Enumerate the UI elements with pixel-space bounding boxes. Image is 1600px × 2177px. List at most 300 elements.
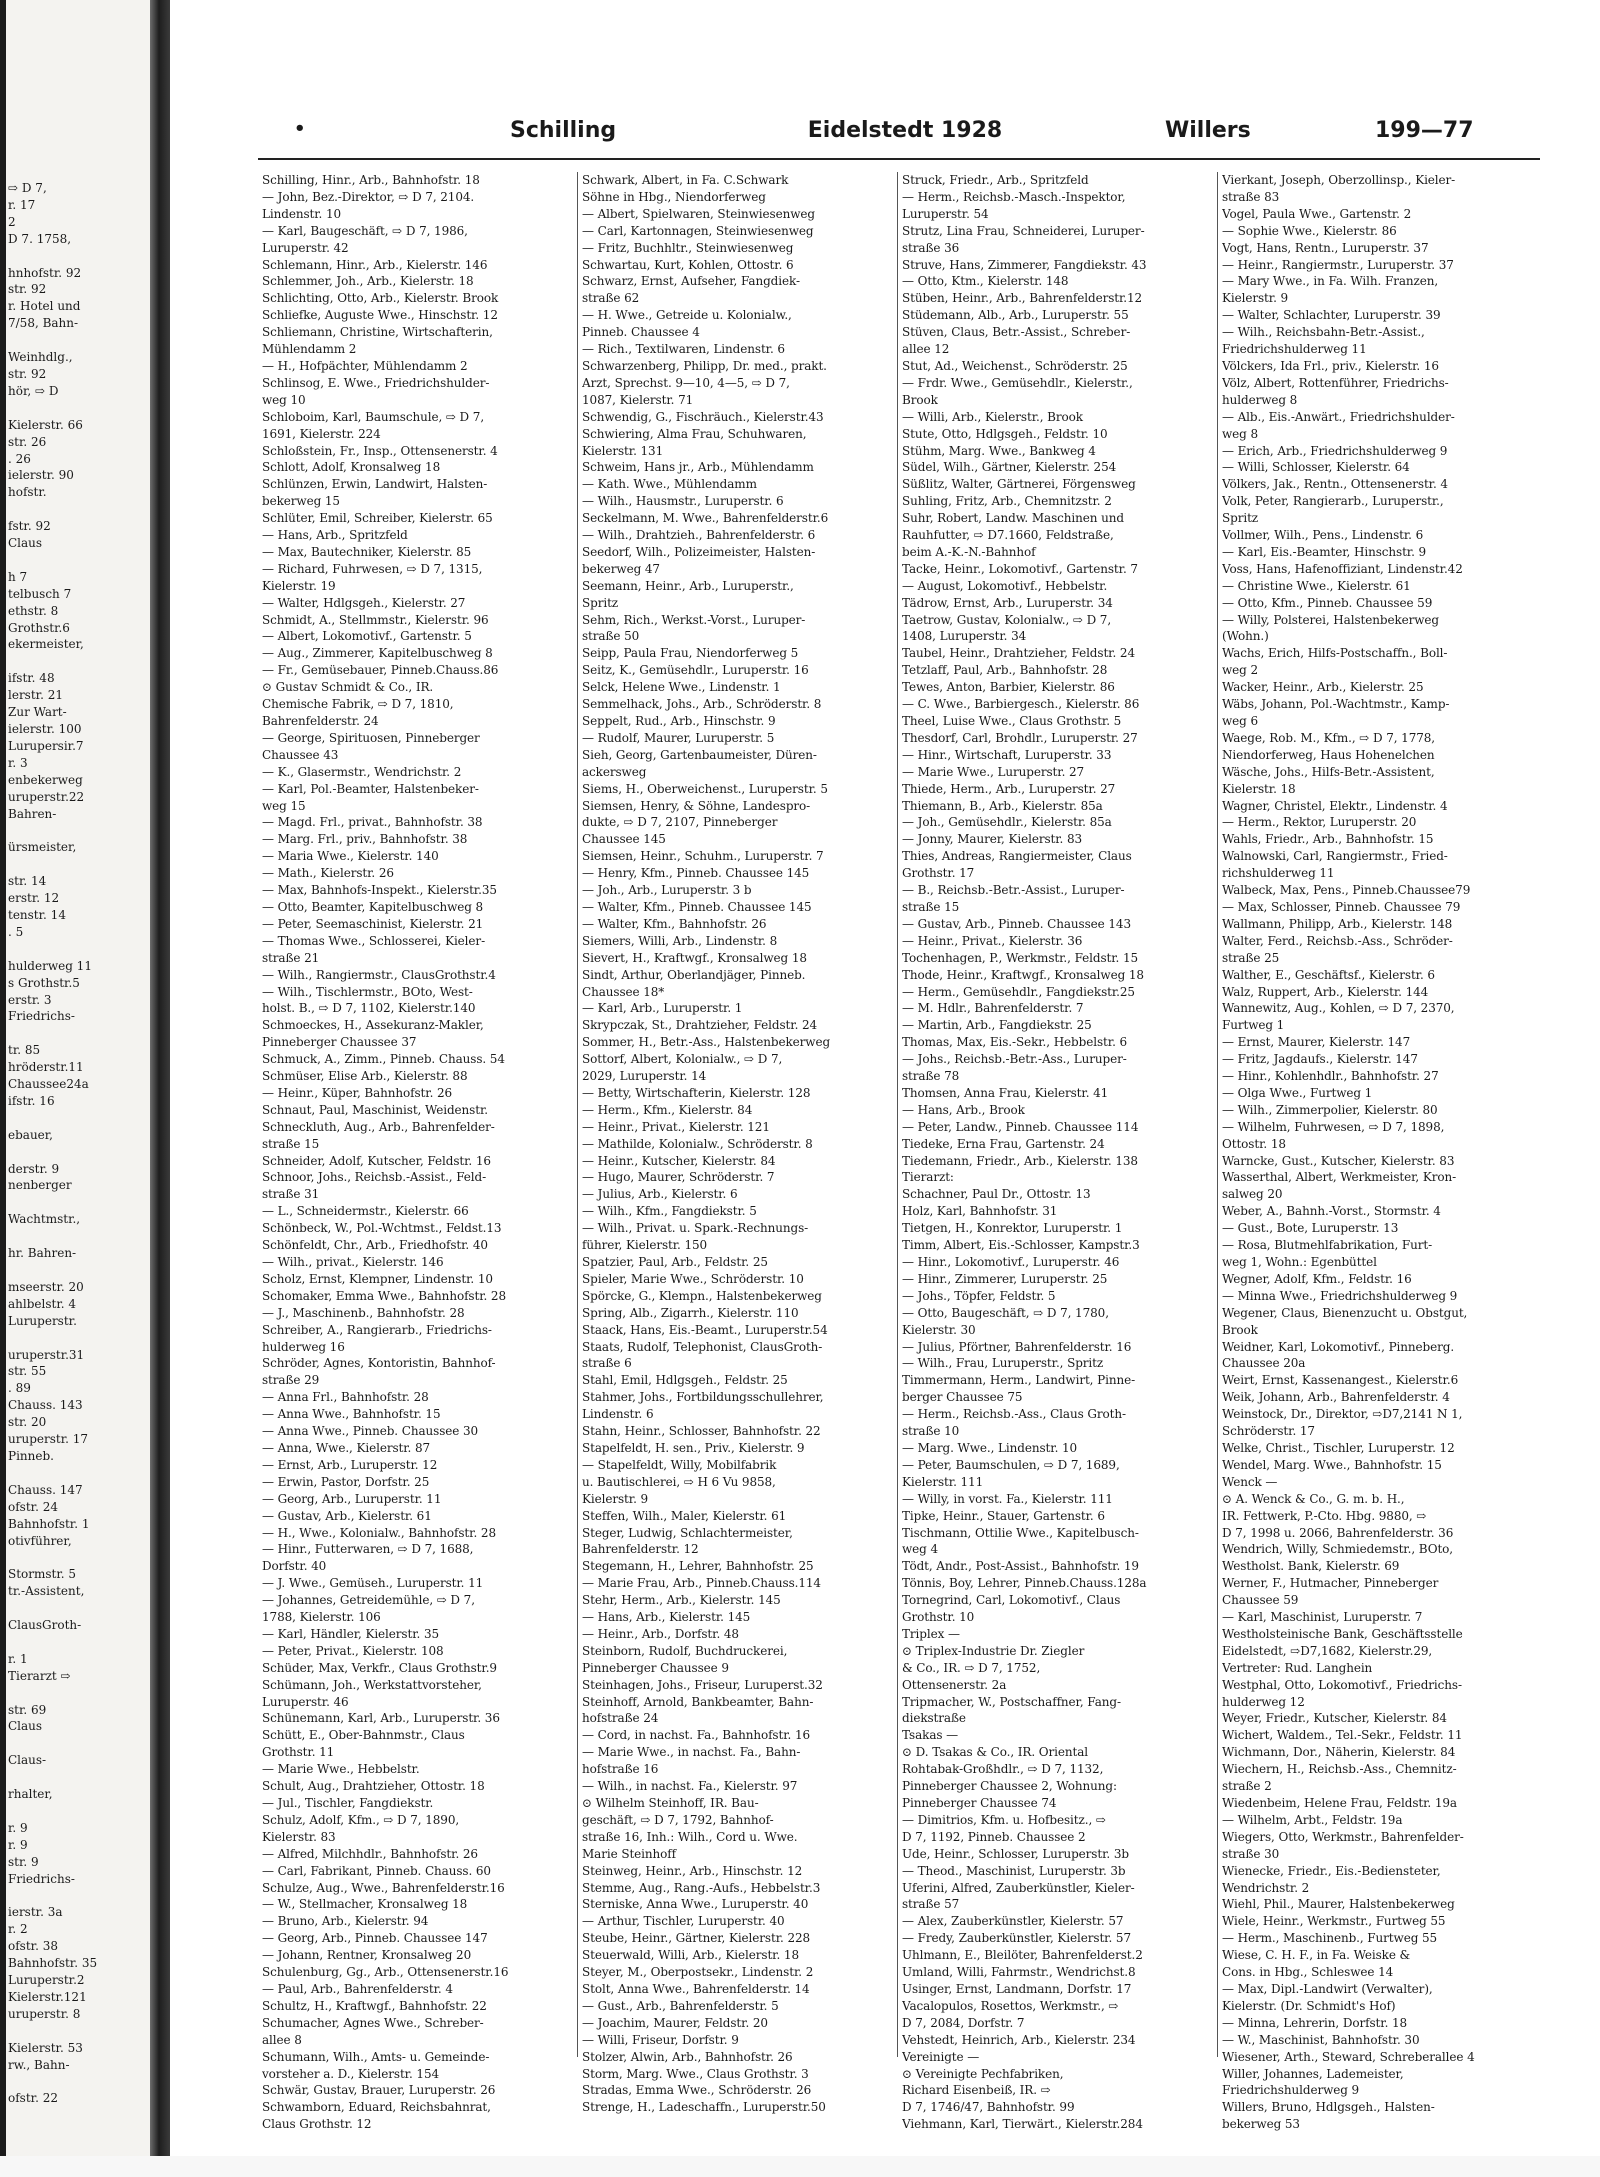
- directory-entry: Chemische Fabrik, ⇨ D 7, 1810,: [262, 697, 454, 712]
- directory-entry: Rohtabak-Großhdlr., ⇨ D 7, 1132,: [902, 1762, 1104, 1777]
- directory-entry: — Rich., Textilwaren, Lindenstr. 6: [582, 342, 785, 357]
- directory-entry: — Martin, Arb., Fangdiekstr. 25: [902, 1018, 1092, 1033]
- directory-entry: Wiese, C. H. F., in Fa. Weiske &: [1222, 1948, 1411, 1963]
- directory-entry: Vierkant, Joseph, Oberzollinsp., Kieler-: [1222, 173, 1456, 187]
- margin-fragment: [8, 1549, 148, 1566]
- directory-entry: — Cord, in nachst. Fa., Bahnhofstr. 16: [582, 1728, 811, 1743]
- directory-entry: Wegener, Claus, Bienenzucht u. Obstgut,: [1222, 1305, 1468, 1320]
- directory-entry: Schlott, Adolf, Kronsalweg 18: [262, 460, 441, 475]
- directory-entry: Seemann, Heinr., Arb., Luruperstr.,: [582, 578, 794, 593]
- directory-entry: — John, Bez.-Direktor, ⇨ D 7, 2104.: [262, 189, 475, 204]
- margin-fragment: enbekerweg: [8, 772, 83, 787]
- directory-entry: Taubel, Heinr., Drahtzieher, Feldstr. 24: [902, 646, 1135, 661]
- directory-entry: — Wilh., Drahtzieh., Bahrenfelderstr. 6: [582, 528, 816, 543]
- margin-fragment: ielerstr. 90: [8, 468, 74, 483]
- margin-fragment: [8, 1803, 148, 1820]
- directory-entry: Stahn, Heinr., Schlosser, Bahnhofstr. 22: [582, 1424, 821, 1439]
- directory-entry: D 7, 2084, Dorfstr. 7: [902, 2015, 1025, 2030]
- margin-fragment: Tierarzt ⇨: [8, 1668, 71, 1683]
- directory-entry: Ude, Heinr., Schlosser, Luruperstr. 3b: [902, 1846, 1129, 1861]
- directory-entry: Schliemann, Christine, Wirtschafterin,: [262, 325, 493, 340]
- directory-entry: Tacke, Heinr., Lokomotivf., Gartenstr. 7: [902, 561, 1138, 576]
- directory-entry: — Wilh., Tischlermstr., BOto, West-: [262, 984, 473, 999]
- directory-entry: — Otto, Ktm., Kielerstr. 148: [902, 274, 1069, 289]
- directory-entry: Schmoeckes, H., Assekuranz-Makler,: [262, 1018, 484, 1033]
- directory-entry: Schulze, Aug., Wwe., Bahrenfelderstr.16: [262, 1880, 505, 1895]
- directory-entry: Steube, Heinr., Gärtner, Kielerstr. 228: [582, 1931, 811, 1946]
- directory-entry: Claus Grothstr. 12: [262, 2117, 372, 2132]
- margin-fragment: [8, 552, 148, 569]
- directory-entry: Vogel, Paula Wwe., Gartenstr. 2: [1222, 206, 1412, 221]
- header-right-word: Willers: [1165, 118, 1251, 143]
- directory-entry: hulderweg 16: [262, 1339, 345, 1354]
- directory-entry: Timm, Albert, Eis.-Schlosser, Kampstr.3: [902, 1238, 1140, 1253]
- directory-entry: Walther, E., Geschäftsf., Kielerstr. 6: [1222, 967, 1435, 982]
- directory-entry: — Sophie Wwe., Kielerstr. 86: [1222, 223, 1397, 238]
- directory-entry: Kielerstr. 9: [582, 1491, 649, 1506]
- directory-entry: — Magd. Frl., privat., Bahnhofstr. 38: [262, 815, 483, 830]
- directory-entry: Völckers, Ida Frl., priv., Kielerstr. 16: [1222, 358, 1439, 373]
- margin-fragment: Friedrichs-: [8, 1009, 75, 1024]
- directory-entry: Schneckluth, Aug., Arb., Bahrenfelder-: [262, 1119, 495, 1134]
- directory-entry: Dorfstr. 40: [262, 1559, 327, 1574]
- directory-entry: Tetzlaff, Paul, Arb., Bahnhofstr. 28: [902, 663, 1108, 678]
- directory-entry: — Hans, Arb., Spritzfeld: [262, 528, 408, 543]
- directory-entry: — Marg. Wwe., Lindenstr. 10: [902, 1440, 1078, 1455]
- directory-entry: Voss, Hans, Hafenoffiziant, Lindenstr.42: [1222, 561, 1463, 576]
- directory-entry: Schreiber, A., Rangierarb., Friedrichs-: [262, 1322, 492, 1337]
- directory-entry: — Albert, Spielwaren, Steinwiesenweg: [582, 206, 815, 221]
- margin-fragment: str. 92: [8, 366, 47, 381]
- margin-fragment: Kielerstr.121: [8, 1989, 87, 2004]
- directory-entry: weg 15: [262, 798, 306, 813]
- directory-entry: Timmermann, Herm., Landwirt, Pinne-: [902, 1373, 1136, 1388]
- margin-fragment: hr. Bahren-: [8, 1246, 77, 1261]
- directory-entry: — L., Schneidermstr., Kielerstr. 66: [262, 1204, 469, 1219]
- directory-entry: Steuerwald, Willi, Arb., Kielerstr. 18: [582, 1948, 799, 1963]
- directory-entry: Bahrenfelderstr. 24: [262, 714, 379, 728]
- directory-entry: — Joh., Gemüsehdlr., Kielerstr. 85a: [902, 815, 1112, 830]
- directory-entry: — Wilh., in nachst. Fa., Kielerstr. 97: [582, 1779, 798, 1794]
- directory-entry: salweg 20: [1222, 1187, 1283, 1202]
- directory-entry: — M. Hdlr., Bahrenfelderstr. 7: [902, 1001, 1084, 1016]
- directory-entry: Wallmann, Philipp, Arb., Kielerstr. 148: [1222, 916, 1453, 931]
- directory-entry: IR. Fettwerk, P.-Cto. Hbg. 9880, ⇨: [1222, 1508, 1427, 1523]
- directory-entry: Schröderstr. 17: [1222, 1424, 1315, 1439]
- directory-entry: ⊙ Vereinigte Pechfabriken,: [902, 2066, 1064, 2081]
- margin-fragment: ifstr. 16: [8, 1093, 55, 1108]
- directory-entry: — C. Wwe., Barbiergesch., Kielerstr. 86: [902, 697, 1140, 712]
- directory-entry: — Heinr., Kutscher, Kielerstr. 84: [582, 1153, 776, 1168]
- directory-entry: ⊙ A. Wenck & Co., G. m. b. H.,: [1222, 1491, 1405, 1506]
- margin-fragment: tr.-Assistent,: [8, 1584, 85, 1599]
- directory-entry: Sterniske, Anna Wwe., Luruperstr. 40: [582, 1897, 809, 1912]
- margin-fragment: str. 9: [8, 1854, 39, 1869]
- directory-entry: — Johannes, Getreidemühle, ⇨ D 7,: [262, 1593, 475, 1608]
- directory-entry: Lindenstr. 6: [582, 1407, 654, 1422]
- directory-entry: Skrypczak, St., Drahtzieher, Feldstr. 24: [582, 1018, 818, 1033]
- directory-entry: dukte, ⇨ D 7, 2107, Pinneberger: [582, 815, 778, 830]
- directory-entry: Siems, H., Oberweichenst., Luruperstr. 5: [582, 781, 828, 796]
- directory-entry: Wichert, Waldem., Tel.-Sekr., Feldstr. 11: [1222, 1728, 1463, 1743]
- directory-entry: — K., Glasermstr., Wendrichstr. 2: [262, 764, 462, 779]
- directory-entry: Schröder, Agnes, Kontoristin, Bahnhof-: [262, 1356, 496, 1371]
- directory-entry: Wiechern, H., Reichsb.-Ass., Chemnitz-: [1222, 1762, 1457, 1777]
- directory-entry: — Thomas Wwe., Schlosserei, Kieler-: [262, 933, 486, 948]
- directory-entry: Weirt, Ernst, Kassenangest., Kielerstr.6: [1222, 1373, 1459, 1388]
- margin-fragment: [8, 1735, 148, 1752]
- directory-entry: straße 29: [262, 1373, 320, 1388]
- directory-entry: — Karl, Maschinist, Luruperstr. 7: [1222, 1610, 1423, 1625]
- directory-entry: — Walter, Schlachter, Luruperstr. 39: [1222, 308, 1441, 323]
- directory-entry: — Otto, Kfm., Pinneb. Chaussee 59: [1222, 595, 1433, 610]
- directory-entry: Tietgen, H., Konrektor, Luruperstr. 1: [902, 1221, 1123, 1236]
- margin-fragment: [8, 332, 148, 349]
- directory-entry: — Maria Wwe., Kielerstr. 140: [262, 849, 439, 864]
- directory-entry: Schwendig, G., Fischräuch., Kielerstr.43: [582, 409, 824, 424]
- directory-entry: Chaussee 43: [262, 747, 339, 762]
- margin-fragment: D 7. 1758,: [8, 231, 72, 246]
- directory-entry: Sievert, H., Kraftwgf., Kronsalweg 18: [582, 950, 807, 965]
- margin-fragment: [8, 1110, 148, 1127]
- directory-entry: Staats, Rudolf, Telephonist, ClausGroth-: [582, 1339, 823, 1354]
- directory-entry: — Peter, Privat., Kielerstr. 108: [262, 1643, 444, 1658]
- directory-entry: — Heinr., Privat., Kielerstr. 121: [582, 1119, 770, 1134]
- directory-entry: Vereinigte —: [902, 2049, 980, 2064]
- margin-fragment: str. 26: [8, 434, 47, 449]
- directory-entry: weg 6: [1222, 714, 1259, 728]
- directory-entry: Selck, Helene Wwe., Lindenstr. 1: [582, 680, 781, 695]
- directory-entry: Söhne in Hbg., Niendorferweg: [582, 189, 766, 204]
- directory-entry: Stolt, Anna Wwe., Bahrenfelderstr. 14: [582, 1981, 810, 1996]
- directory-entry: Stüven, Claus, Betr.-Assist., Schreber-: [902, 325, 1131, 340]
- directory-entry: Steger, Ludwig, Schlachtermeister,: [582, 1525, 793, 1540]
- margin-fragment: derstr. 9: [8, 1161, 60, 1176]
- directory-entry: ⊙ Gustav Schmidt & Co., IR.: [262, 680, 434, 695]
- directory-entry: Wienecke, Friedr., Eis.-Bediensteter,: [1222, 1863, 1441, 1878]
- directory-entry: allee 12: [902, 342, 950, 357]
- directory-entry: straße 6: [582, 1356, 632, 1371]
- directory-entry: — Wilh., Frau, Luruperstr., Spritz: [902, 1356, 1104, 1371]
- directory-entry: — Rosa, Blutmehlfabrikation, Furt-: [1222, 1238, 1433, 1253]
- margin-fragment: str. 55: [8, 1364, 47, 1379]
- directory-entry: Weyer, Friedr., Kutscher, Kielerstr. 84: [1222, 1711, 1447, 1726]
- margin-fragment: Zur Wart-: [8, 705, 67, 720]
- margin-fragment: str. 20: [8, 1415, 47, 1430]
- directory-entry: Stüben, Heinr., Arb., Bahrenfelderstr.12: [902, 291, 1143, 306]
- directory-entry: — H., Wwe., Kolonialw., Bahnhofstr. 28: [262, 1525, 496, 1540]
- directory-entry: — Theod., Maschinist, Luruperstr. 3b: [902, 1863, 1126, 1878]
- directory-entry: Stute, Otto, Hdlgsgeh., Feldstr. 10: [902, 426, 1108, 441]
- margin-fragment: Kielerstr. 53: [8, 2040, 83, 2055]
- directory-entry: — Bruno, Arb., Kielerstr. 94: [262, 1914, 429, 1929]
- directory-entry: Schwark, Albert, in Fa. C.Schwark: [582, 173, 789, 187]
- directory-entry: Tipke, Heinr., Stauer, Gartenstr. 6: [902, 1508, 1105, 1523]
- directory-entry: Spring, Alb., Zigarrh., Kielerstr. 110: [582, 1305, 799, 1320]
- directory-entry: — Alfred, Milchhdlr., Bahnhofstr. 26: [262, 1846, 478, 1861]
- directory-entry: Wachs, Erich, Hilfs-Postschaffn., Boll-: [1222, 646, 1448, 661]
- margin-fragment: [8, 1144, 148, 1161]
- directory-entry: Vehstedt, Heinrich, Arb., Kielerstr. 234: [902, 2032, 1136, 2047]
- directory-entry: Thiemann, B., Arb., Kielerstr. 85a: [902, 798, 1103, 813]
- margin-fragment: nenberger: [8, 1178, 72, 1193]
- book-spine: [150, 0, 170, 2177]
- margin-fragment: [8, 1769, 148, 1786]
- margin-fragment: ofstr. 24: [8, 1499, 58, 1514]
- directory-entry: Pinneberger Chaussee 9: [582, 1660, 729, 1675]
- directory-entry: straße 15: [902, 899, 960, 914]
- directory-entry: Wiele, Heinr., Werkmstr., Furtweg 55: [1222, 1914, 1446, 1929]
- directory-entry: — Ernst, Maurer, Kielerstr. 147: [1222, 1035, 1411, 1050]
- directory-entry: Westholsteinische Bank, Geschäftsstelle: [1222, 1626, 1463, 1641]
- directory-entry: — W., Stellmacher, Kronsalweg 18: [262, 1897, 468, 1912]
- directory-entry: — Stapelfeldt, Willy, Mobilfabrik: [582, 1457, 777, 1472]
- directory-entry: — Minna Wwe., Friedrichshulderweg 9: [1222, 1288, 1458, 1303]
- directory-entry: Waege, Rob. M., Kfm., ⇨ D 7, 1778,: [1222, 730, 1436, 745]
- directory-entry: — Wilh., Hausmstr., Luruperstr. 6: [582, 494, 784, 509]
- margin-fragment: [8, 1228, 148, 1245]
- margin-fragment: lerstr. 21: [8, 688, 63, 703]
- directory-entry: Schönfeldt, Chr., Arb., Friedhofstr. 40: [262, 1238, 488, 1253]
- directory-entry: Walbeck, Max, Pens., Pinneb.Chaussee79: [1222, 883, 1471, 898]
- directory-entry: — Marie Wwe., Luruperstr. 27: [902, 764, 1085, 779]
- directory-entry: hulderweg 8: [1222, 392, 1298, 407]
- directory-entry: Tewes, Anton, Barbier, Kielerstr. 86: [902, 680, 1115, 695]
- margin-fragment: Chaussee24a: [8, 1077, 89, 1092]
- directory-entry: Wagner, Christel, Elektr., Lindenstr. 4: [1222, 798, 1448, 813]
- directory-entry: — Gust., Arb., Bahrenfelderstr. 5: [582, 1998, 779, 2013]
- directory-entry: Schilling, Hinr., Arb., Bahnhofstr. 18: [262, 173, 480, 187]
- directory-entry: Kielerstr. 131: [582, 443, 664, 458]
- directory-entry: Pinneberger Chaussee 37: [262, 1035, 417, 1050]
- margin-fragment: hofstr.: [8, 485, 47, 500]
- directory-entry: Schlemmer, Joh., Arb., Kielerstr. 18: [262, 274, 474, 289]
- directory-entry: — Hans, Arb., Brook: [902, 1102, 1025, 1117]
- directory-column-3: [902, 172, 1220, 2133]
- margin-fragment: tr. 85: [8, 1043, 41, 1058]
- directory-entry: — Heinr., Privat., Kielerstr. 36: [902, 933, 1083, 948]
- margin-fragment: hnhofstr. 92: [8, 265, 82, 280]
- directory-entry: richshulderweg 11: [1222, 866, 1335, 881]
- directory-entry: Westholst. Bank, Kielerstr. 69: [1222, 1559, 1400, 1574]
- directory-entry: Warncke, Gust., Kutscher, Kielerstr. 83: [1222, 1153, 1455, 1168]
- margin-fragment: str. 14: [8, 874, 47, 889]
- directory-entry: Kielerstr. 30: [902, 1322, 976, 1337]
- directory-entry: Friedrichshulderweg 9: [1222, 2083, 1360, 2098]
- directory-entry: Tornegrind, Carl, Lokomotivf., Claus: [902, 1593, 1121, 1608]
- margin-fragment: Grothstr.6: [8, 620, 70, 635]
- directory-entry: Tiedeke, Erna Frau, Gartenstr. 24: [902, 1136, 1105, 1151]
- header-rule: [258, 158, 1540, 160]
- directory-entry: Pinneberger Chaussee 74: [902, 1796, 1057, 1810]
- directory-entry: Vertreter: Rud. Langhein: [1222, 1660, 1373, 1675]
- directory-entry: Schloboim, Karl, Baumschule, ⇨ D 7,: [262, 409, 485, 424]
- directory-entry: — Walter, Kfm., Bahnhofstr. 26: [582, 916, 767, 931]
- directory-entry: — Walter, Kfm., Pinneb. Chaussee 145: [582, 899, 812, 914]
- directory-entry: — Erich, Arb., Friedrichshulderweg 9: [1222, 443, 1448, 458]
- directory-entry: Semmelhack, Johs., Arb., Schröderstr. 8: [582, 697, 822, 712]
- directory-entry: — Heinr., Rangiermstr., Luruperstr. 37: [1222, 257, 1454, 272]
- directory-entry: — Olga Wwe., Furtweg 1: [1222, 1085, 1373, 1100]
- directory-entry: 1788, Kielerstr. 106: [262, 1610, 381, 1625]
- directory-entry: — Ernst, Arb., Luruperstr. 12: [262, 1457, 438, 1472]
- directory-entry: straße 31: [262, 1187, 320, 1202]
- directory-entry: — Herm., Kfm., Kielerstr. 84: [582, 1102, 753, 1117]
- margin-fragment: r. 1: [8, 1651, 28, 1666]
- directory-entry: Uhlmann, E., Bleilöter, Bahrenfelderst.2: [902, 1948, 1143, 1963]
- directory-entry: — Willi, Schlosser, Kielerstr. 64: [1222, 460, 1410, 475]
- directory-entry: Sommer, H., Betr.-Ass., Halstenbekerweg: [582, 1035, 831, 1050]
- directory-entry: Siemsen, Heinr., Schuhm., Luruperstr. 7: [582, 849, 824, 864]
- margin-fragment: ierstr. 3a: [8, 1905, 63, 1920]
- directory-entry: Viehmann, Karl, Tierwärt., Kielerstr.284: [902, 2117, 1143, 2132]
- directory-entry: (Wohn.): [1222, 629, 1269, 644]
- directory-entry: Sehm, Rich., Werkst.-Vorst., Luruper-: [582, 612, 806, 627]
- directory-entry: — Fredy, Zauberkünstler, Kielerstr. 57: [902, 1931, 1131, 1946]
- directory-entry: Wiesener, Arth., Steward, Schreberallee 4: [1222, 2049, 1475, 2064]
- directory-entry: Storm, Marg. Wwe., Claus Grothstr. 3: [582, 2066, 809, 2081]
- directory-entry: — Heinr., Arb., Dorfstr. 48: [582, 1626, 739, 1641]
- directory-entry: — Arthur, Tischler, Luruperstr. 40: [582, 1914, 785, 1929]
- directory-entry: — Karl, Pol.-Beamter, Halstenbeker-: [262, 781, 479, 796]
- directory-entry: Chaussee 18*: [582, 984, 665, 999]
- directory-entry: Siemers, Willi, Arb., Lindenstr. 8: [582, 933, 778, 948]
- margin-fragment: hulderweg 11: [8, 958, 92, 973]
- directory-entry: Weik, Johann, Arb., Bahrenfelderstr. 4: [1222, 1390, 1450, 1405]
- directory-entry: 2029, Luruperstr. 14: [582, 1069, 707, 1084]
- directory-entry: — J., Maschinenb., Bahnhofstr. 28: [262, 1305, 465, 1320]
- directory-entry: Thesdorf, Carl, Brohdlr., Luruperstr. 27: [902, 730, 1138, 745]
- directory-entry: 1691, Kielerstr. 224: [262, 426, 381, 441]
- directory-entry: — Erwin, Pastor, Dorfstr. 25: [262, 1474, 430, 1489]
- directory-entry: Struck, Friedr., Arb., Spritzfeld: [902, 173, 1089, 187]
- directory-entry: — Carl, Kartonnagen, Steinwiesenweg: [582, 223, 814, 238]
- directory-entry: diekstraße: [902, 1711, 966, 1726]
- directory-entry: straße 2: [1222, 1779, 1272, 1794]
- margin-fragment: tenstr. 14: [8, 907, 66, 922]
- margin-fragment: Stormstr. 5: [8, 1567, 77, 1582]
- margin-fragment: str. 92: [8, 282, 47, 297]
- directory-entry: D 7, 1192, Pinneb. Chaussee 2: [902, 1829, 1086, 1844]
- header-left-word: Schilling: [510, 118, 617, 143]
- directory-entry: Ottensenerstr. 2a: [902, 1677, 1007, 1692]
- margin-fragment: hör, ⇨ D: [8, 383, 59, 398]
- directory-entry: — Hinr., Wirtschaft, Luruperstr. 33: [902, 747, 1112, 762]
- directory-entry: Brook: [902, 392, 938, 407]
- directory-entry: — Georg, Arb., Luruperstr. 11: [262, 1491, 442, 1506]
- margin-fragment: erstr. 3: [8, 992, 52, 1007]
- directory-entry: — Fritz, Jagdaufs., Kielerstr. 147: [1222, 1052, 1418, 1067]
- directory-entry: straße 21: [262, 950, 320, 965]
- margin-fragment: s Grothstr.5: [8, 975, 80, 990]
- directory-entry: Chaussee 59: [1222, 1593, 1299, 1608]
- margin-fragment: ahlbelstr. 4: [8, 1296, 77, 1311]
- directory-entry: Schnoor, Johs., Reichsb.-Assist., Feld-: [262, 1170, 487, 1185]
- margin-fragment: rhalter,: [8, 1787, 53, 1802]
- margin-fragment: ielerstr. 100: [8, 722, 82, 736]
- margin-fragment: r. 9: [8, 1820, 28, 1835]
- directory-entry: Staack, Hans, Eis.-Beamt., Luruperstr.54: [582, 1322, 828, 1337]
- directory-entry: Schlinsog, E. Wwe., Friedrichshulder-: [262, 375, 490, 390]
- margin-fragment: mseerstr. 20: [8, 1279, 84, 1294]
- directory-entry: weg 8: [1222, 426, 1259, 441]
- directory-entry: Brook: [1222, 1322, 1258, 1337]
- directory-entry: bekerweg 47: [582, 561, 660, 576]
- directory-entry: Seppelt, Rud., Arb., Hinschstr. 9: [582, 714, 776, 728]
- directory-entry: Marie Steinhoff: [582, 1846, 676, 1861]
- directory-entry: — Willi, Arb., Kielerstr., Brook: [902, 409, 1083, 424]
- directory-entry: D 7, 1998 u. 2066, Bahrenfelderstr. 36: [1222, 1525, 1454, 1540]
- directory-entry: Wiehl, Phil., Maurer, Halstenbekerweg: [1222, 1897, 1455, 1912]
- directory-entry: — B., Reichsb.-Betr.-Assist., Luruper-: [902, 883, 1125, 898]
- margin-fragment: telbusch 7: [8, 586, 72, 601]
- directory-entry: Spörcke, G., Klempn., Halstenbekerweg: [582, 1288, 822, 1303]
- directory-entry: — Jonny, Maurer, Kielerstr. 83: [902, 832, 1083, 847]
- directory-entry: allee 8: [262, 2032, 302, 2047]
- directory-entry: — Max, Bahnhofs-Inspekt., Kielerstr.35: [262, 883, 497, 898]
- directory-entry: Tripmacher, W., Postschaffner, Fang-: [902, 1694, 1121, 1709]
- directory-entry: Pinneberger Chaussee 2, Wohnung:: [902, 1779, 1117, 1794]
- margin-fragment: ürsmeister,: [8, 840, 77, 855]
- directory-entry: Schünemann, Karl, Arb., Luruperstr. 36: [262, 1711, 500, 1726]
- directory-entry: — Peter, Seemaschinist, Kielerstr. 21: [262, 916, 484, 931]
- directory-entry: Schüder, Max, Verkfr., Claus Grothstr.9: [262, 1660, 497, 1675]
- directory-entry: Vogt, Hans, Rentn., Luruperstr. 37: [1222, 240, 1429, 255]
- directory-entry: — Gust., Bote, Luruperstr. 13: [1222, 1221, 1399, 1236]
- margin-fragment: Friedrichs-: [8, 1871, 75, 1886]
- directory-entry: Wiedenbeim, Helene Frau, Feldstr. 19a: [1222, 1796, 1457, 1810]
- directory-entry: Schmuck, A., Zimm., Pinneb. Chauss. 54: [262, 1052, 505, 1067]
- directory-entry: Spritz: [582, 595, 619, 610]
- directory-entry: Willers, Bruno, Hdlgsgeh., Halsten-: [1222, 2100, 1435, 2115]
- margin-fragment: ebauer,: [8, 1127, 53, 1142]
- directory-entry: Cons. in Hbg., Schleswee 14: [1222, 1965, 1394, 1980]
- directory-entry: vorsteher a. D., Kielerstr. 154: [262, 2066, 440, 2081]
- directory-entry: Wegner, Adolf, Kfm., Feldstr. 16: [1222, 1271, 1412, 1286]
- margin-fragment: [8, 653, 148, 670]
- margin-fragment: Bahnhofstr. 1: [8, 1516, 90, 1531]
- page-number: 199—77: [1375, 118, 1474, 143]
- margin-fragment: Claus: [8, 536, 43, 551]
- directory-entry: weg 1, Wohn.: Egenbüttel: [1222, 1255, 1377, 1269]
- directory-entry: Schliefke, Auguste Wwe., Hinschstr. 12: [262, 308, 498, 323]
- directory-entry: — Julius, Pförtner, Bahrenfelderstr. 16: [902, 1339, 1132, 1354]
- directory-entry: Stahmer, Johs., Fortbildungsschullehrer,: [582, 1390, 824, 1405]
- margin-fragment: r. 9: [8, 1837, 28, 1852]
- margin-fragment: 7/58, Bahn-: [8, 316, 79, 331]
- directory-entry: — Fr., Gemüsebauer, Pinneb.Chauss.86: [262, 663, 499, 678]
- directory-entry: — Wilh., Rangiermstr., ClausGrothstr.4: [262, 967, 496, 982]
- directory-entry: D 7, 1746/47, Bahnhofstr. 99: [902, 2100, 1075, 2115]
- directory-entry: Schachner, Paul Dr., Ottostr. 13: [902, 1187, 1091, 1202]
- directory-entry: Thomsen, Anna Frau, Kielerstr. 41: [902, 1085, 1109, 1100]
- directory-entry: Steinhagen, Johs., Friseur, Luruperst.32: [582, 1677, 823, 1692]
- directory-entry: — Wilhelm, Arbt., Feldstr. 19a: [1222, 1812, 1403, 1827]
- directory-entry: Schneider, Adolf, Kutscher, Feldstr. 16: [262, 1153, 491, 1168]
- directory-entry: Tönnis, Boy, Lehrer, Pinneb.Chauss.128a: [902, 1576, 1147, 1591]
- directory-entry: Wahls, Friedr., Arb., Bahnhofstr. 15: [1222, 832, 1434, 847]
- margin-fragment: ClausGroth-: [8, 1618, 82, 1633]
- margin-fragment: Bahnhofstr. 35: [8, 1956, 98, 1971]
- margin-fragment: [8, 1600, 148, 1617]
- directory-entry: Stüdemann, Alb., Arb., Luruperstr. 55: [902, 308, 1129, 323]
- directory-entry: — Walter, Hdlgsgeh., Kielerstr. 27: [262, 595, 466, 610]
- directory-entry: Triplex —: [902, 1626, 960, 1641]
- directory-entry: Weidner, Karl, Lokomotivf., Pinneberg.: [1222, 1339, 1455, 1354]
- directory-entry: Schütt, E., Ober-Bahnmstr., Claus: [262, 1728, 465, 1743]
- margin-fragment: r. Hotel und: [8, 299, 81, 314]
- directory-entry: — Willi, Friseur, Dorfstr. 9: [582, 2032, 739, 2047]
